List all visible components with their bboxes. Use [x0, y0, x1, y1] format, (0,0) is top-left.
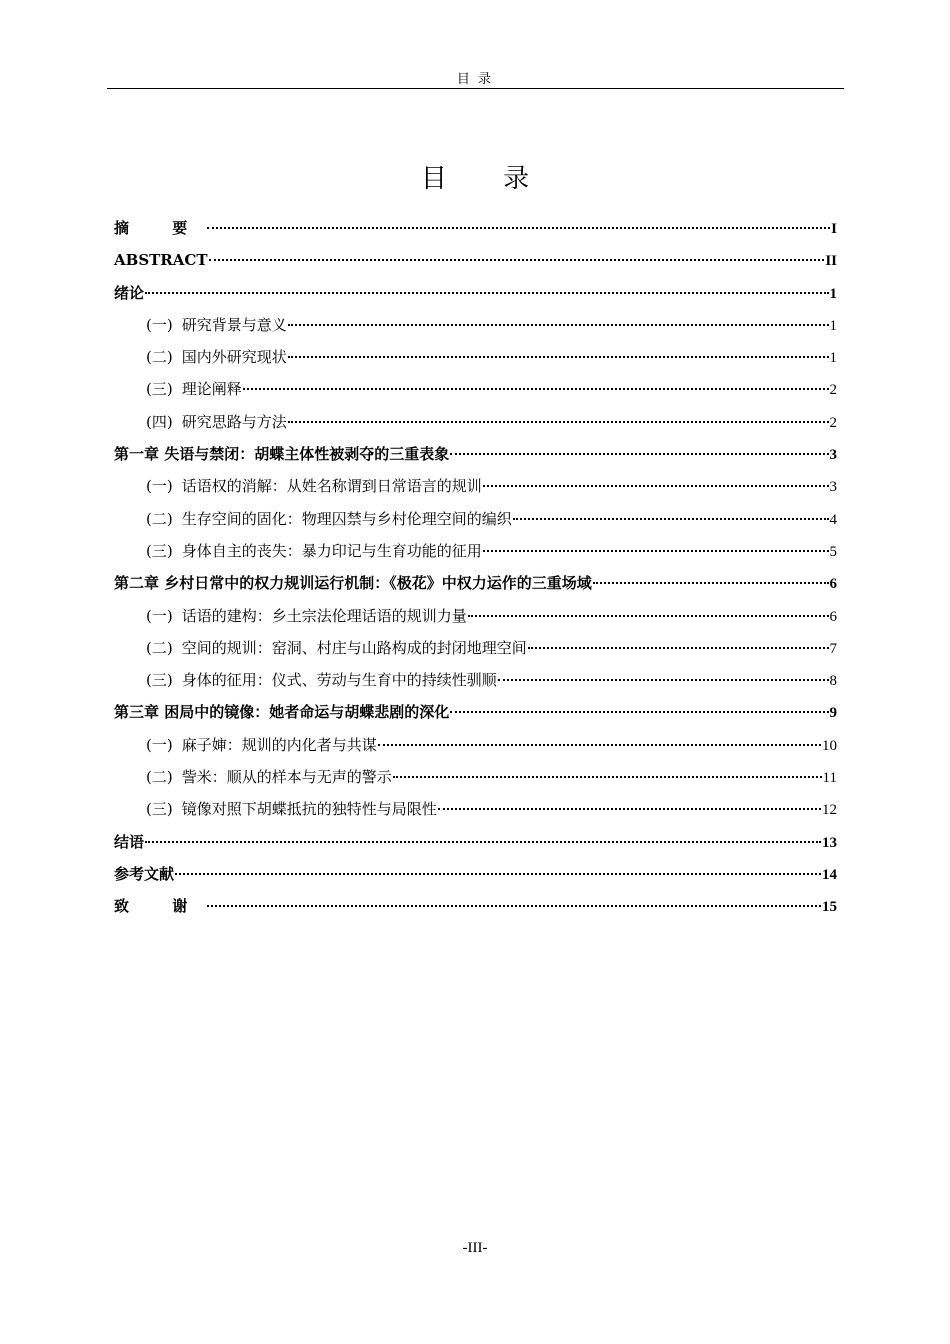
toc-entry-label: [146, 373, 242, 405]
toc-entry-number: (一): [146, 477, 173, 496]
toc-entry[interactable]: [114, 567, 837, 599]
toc-entry-page: 2: [829, 414, 837, 431]
toc-entry-number: (四): [146, 412, 173, 431]
toc-entry-label: [146, 309, 287, 341]
toc-entry[interactable]: [114, 664, 837, 696]
toc-dot-leader: [288, 356, 829, 358]
toc-entry[interactable]: [114, 793, 837, 825]
toc-entry-page: 8: [829, 673, 837, 690]
toc-dot-leader: [450, 711, 828, 713]
toc-entry[interactable]: [114, 600, 837, 632]
toc-entry[interactable]: [114, 373, 837, 405]
toc-entry-text: 镜像对照下胡蝶抵抗的独特性与局限性: [181, 800, 437, 819]
toc-dot-leader: [450, 453, 828, 455]
toc-dot-leader: [468, 615, 829, 617]
toc-entry-text: 生存空间的固化：物理囚禁与乡村伦理空间的编织: [181, 509, 512, 528]
toc-dot-leader: [288, 421, 829, 423]
toc-dot-leader: [145, 841, 821, 843]
toc-entry-label: 第三章 困局中的镜像：她者命运与胡蝶悲剧的深化: [114, 703, 450, 722]
toc-entry-number: (二): [146, 768, 173, 787]
page-number: -III-: [462, 1240, 488, 1256]
toc-entry-label: [146, 600, 467, 632]
toc-dot-leader: [243, 388, 829, 390]
toc-entry-page: 14: [822, 866, 837, 883]
toc-entry[interactable]: [114, 890, 837, 922]
toc-entry-label: ABSTRACT: [114, 251, 208, 270]
toc-dot-leader: [528, 647, 829, 649]
toc-entry-page: I: [831, 221, 837, 237]
running-header: 目 录: [456, 72, 494, 87]
toc-entry-page: 7: [829, 640, 837, 657]
toc-entry[interactable]: [114, 341, 837, 373]
toc-entry-label: [146, 341, 287, 373]
toc-dot-leader: [393, 776, 822, 778]
toc-entry-text: 研究背景与意义: [181, 315, 287, 334]
toc-entry-number: (二): [146, 348, 173, 367]
toc-entry-number: (二): [146, 638, 173, 657]
toc-title: 目 录: [420, 164, 554, 194]
toc-entry-page: 5: [829, 543, 837, 560]
toc-entry-text: 话语的建构：乡土宗法伦理话语的规训力量: [181, 606, 467, 625]
toc-dot-leader: [288, 324, 829, 326]
toc-entry-text: 麻子婶：规训的内化者与共谋: [181, 735, 377, 754]
toc-entry-page: 15: [822, 899, 837, 916]
toc-dot-leader: [483, 550, 829, 552]
toc-entry-page: 6: [829, 576, 837, 593]
toc-entry[interactable]: [114, 470, 837, 502]
toc-entry[interactable]: [114, 729, 837, 761]
toc-entry[interactable]: [114, 503, 837, 535]
toc-dot-leader: [483, 485, 829, 487]
toc-entry-page: 12: [822, 802, 837, 819]
toc-entry-label: 第二章 乡村日常中的权力规训运行机制：《极花》中权力运作的三重场域: [114, 574, 592, 593]
toc-entry-label: [146, 793, 437, 825]
toc-entry-text: 空间的规训：窑洞、村庄与山路构成的封闭地理空间: [181, 638, 527, 657]
toc-dot-leader: [513, 518, 829, 520]
toc-dot-leader: [438, 808, 821, 810]
toc-entry-label: 致 谢: [114, 897, 207, 916]
toc-entry-number: (一): [146, 735, 173, 754]
toc-entry-page: 6: [829, 608, 837, 625]
toc-dot-leader: [175, 873, 821, 875]
toc-entry-number: (三): [146, 800, 173, 819]
toc-dot-leader: [498, 679, 829, 681]
toc-entry-number: (一): [146, 315, 173, 334]
toc-entry[interactable]: [114, 406, 837, 438]
toc-entry-page: 1: [829, 350, 837, 367]
toc-entry-page: 1: [829, 317, 837, 334]
toc-entry[interactable]: [114, 858, 837, 890]
toc-entry-page: 3: [829, 447, 837, 464]
toc-entry-page: 1: [829, 285, 837, 302]
toc-entry-number: (三): [146, 380, 173, 399]
toc-entry-text: 訾米：顺从的样本与无声的警示: [181, 768, 392, 787]
toc-entry-number: (三): [146, 541, 173, 560]
toc-entry-text: 国内外研究现状: [181, 348, 287, 367]
toc-dot-leader: [593, 582, 829, 584]
toc-entry-label: 参考文献: [114, 864, 175, 883]
toc-entry-label: 绪论: [114, 283, 145, 302]
toc-entry[interactable]: [114, 212, 837, 244]
header-rule: [107, 88, 844, 89]
toc-entry-number: (一): [146, 606, 173, 625]
toc-entry[interactable]: [114, 438, 837, 470]
toc-entry[interactable]: [114, 761, 837, 793]
toc-entry-label: [146, 761, 392, 793]
toc-entry-page: 9: [829, 705, 837, 722]
toc-entry-text: 理论阐释: [181, 380, 242, 399]
toc-entry-label: [146, 503, 512, 535]
toc-dot-leader: [378, 744, 821, 746]
toc-dot-leader: [209, 259, 825, 261]
toc-entry-label: 结语: [114, 832, 145, 851]
toc-entry-text: 研究思路与方法: [181, 412, 287, 431]
toc-dot-leader: [207, 905, 821, 907]
toc-entry-text: 话语权的消解：从姓名称谓到日常语言的规训: [181, 477, 482, 496]
toc-entry[interactable]: [114, 309, 837, 341]
toc-entry-label: [146, 535, 482, 567]
toc-entry[interactable]: [114, 696, 837, 728]
toc-entry[interactable]: [114, 535, 837, 567]
table-of-contents: [114, 212, 837, 923]
toc-entry-number: (二): [146, 509, 173, 528]
toc-entry-text: 身体的征用：仪式、劳动与生育中的持续性驯顺: [181, 671, 497, 690]
toc-entry[interactable]: [114, 826, 837, 858]
toc-entry-number: (三): [146, 671, 173, 690]
toc-dot-leader: [145, 292, 828, 294]
toc-entry-page: 11: [822, 770, 837, 787]
toc-entry-label: [146, 664, 497, 696]
toc-entry[interactable]: [114, 632, 837, 664]
toc-entry[interactable]: [114, 244, 837, 276]
toc-entry-label: [146, 729, 377, 761]
toc-entry-label: [146, 470, 482, 502]
toc-entry[interactable]: [114, 277, 837, 309]
toc-dot-leader: [207, 227, 830, 229]
toc-entry-label: 第一章 失语与禁闭：胡蝶主体性被剥夺的三重表象: [114, 445, 450, 464]
toc-entry-page: 10: [822, 737, 837, 754]
toc-entry-label: 摘 要: [114, 219, 207, 237]
toc-entry-label: [146, 406, 287, 438]
toc-entry-page: 13: [822, 834, 837, 851]
toc-entry-page: 4: [829, 511, 837, 528]
toc-entry-page: II: [825, 253, 837, 270]
toc-entry-label: [146, 632, 527, 664]
toc-entry-text: 身体自主的丧失：暴力印记与生育功能的征用: [181, 541, 482, 560]
toc-entry-page: 2: [829, 382, 837, 399]
toc-entry-page: 3: [829, 479, 837, 496]
